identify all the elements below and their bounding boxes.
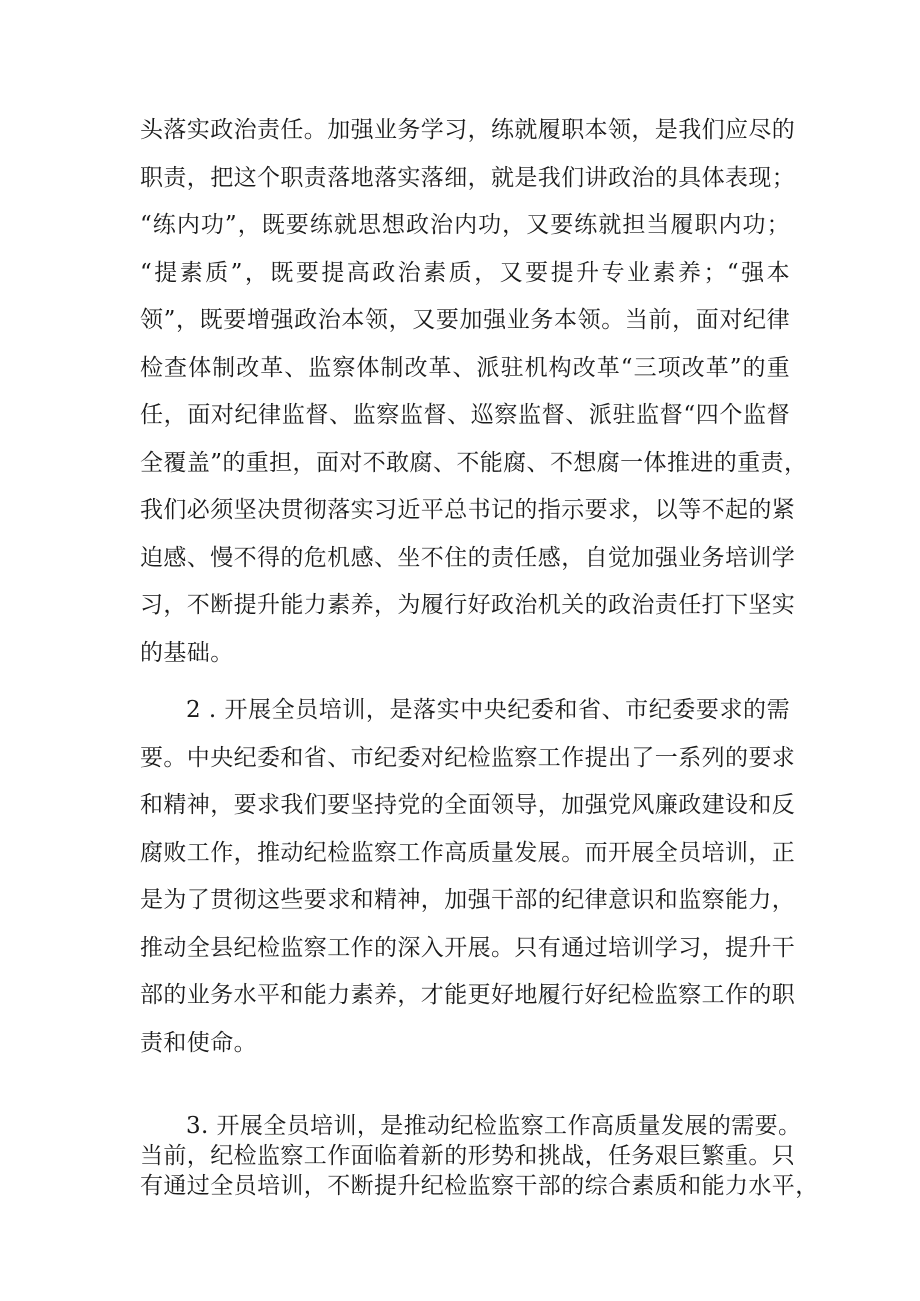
text-line: 全覆盖”的重担，面对不敢腐、不能腐、不想腐一体推进的重责， xyxy=(140,449,808,476)
text-line: “练内功”，既要练就思想政治内功，又要练就担当履职内功； xyxy=(140,212,790,238)
text-line: 3. 开展全员培训，是推动纪检监察工作高质量发展的需要。 xyxy=(186,1113,802,1139)
text-line: 领”，既要增强政治本领，又要加强业务本领。当前，面对纪律 xyxy=(140,307,790,333)
text-line: “提素质”，既要提高政治素质，又要提升专业素养；“强本 xyxy=(140,259,790,286)
text-line: 和精神，要求我们要坚持党的全面领导，加强党风廉政建设和反 xyxy=(140,792,796,818)
text-line: 我们必须坚决贯彻落实习近平总书记的指示要求，以等不起的紧 xyxy=(140,497,796,523)
text-line: 当前，纪检监察工作面临着新的形势和挑战，任务艰巨繁重。只 xyxy=(140,1143,796,1169)
text-line: 职责，把这个职责落地落实落细，就是我们讲政治的具体表现； xyxy=(140,164,796,191)
text-line: 部的业务水平和能力素养，才能更好地履行好纪检监察工作的职 xyxy=(140,982,796,1008)
text-line: 的基础。 xyxy=(140,639,234,666)
text-line: 任，面对纪律监督、监察监督、巡察监督、派驻监督“四个监督 xyxy=(140,402,790,428)
paragraph-1 xyxy=(140,107,808,677)
text-line: 推动全县纪检监察工作的深入开展。只有通过培训学习，提升干 xyxy=(140,934,796,961)
text-line: 腐败工作，推动纪检监察工作高质量发展。而开展全员培训，正 xyxy=(140,839,796,866)
text-line: 责和使命。 xyxy=(140,1029,257,1056)
paragraph-2 xyxy=(140,687,796,1067)
text-line: 有通过全员培训，不断提升纪检监察干部的综合素质和能力水平， xyxy=(140,1173,819,1199)
text-line: 要。中央纪委和省、市纪委对纪检监察工作提出了一系列的要求 xyxy=(140,744,796,771)
paragraph-3 xyxy=(140,1111,819,1201)
text-line: 2 . 开展全员培训，是落实中央纪委和省、市纪委要求的需 xyxy=(186,697,790,723)
text-line: 检查体制改革、监察体制改革、派驻机构改革“三项改革”的重 xyxy=(140,354,790,381)
text-line: 迫感、慢不得的危机感、坐不住的责任感，自觉加强业务培训学 xyxy=(140,544,796,571)
text-line: 是为了贯彻这些要求和精神，加强干部的纪律意识和监察能力， xyxy=(140,887,796,913)
text-line: 头落实政治责任。加强业务学习，练就履职本领，是我们应尽的 xyxy=(140,117,796,143)
text-line: 习，不断提升能力素养，为履行好政治机关的政治责任打下坚实 xyxy=(140,592,796,618)
